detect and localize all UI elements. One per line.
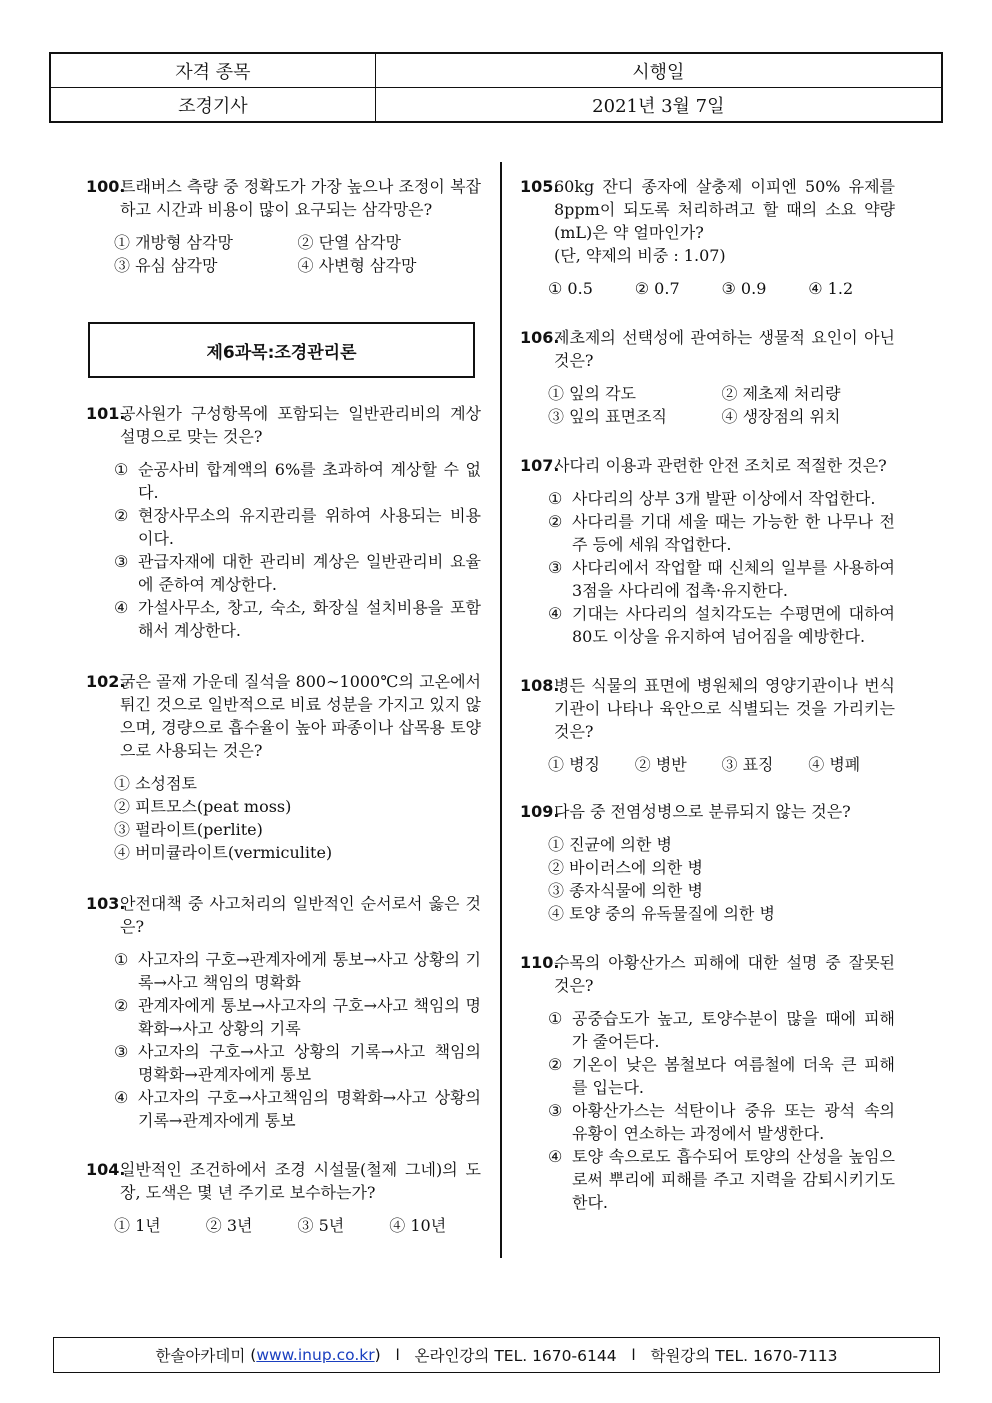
options <box>520 753 895 776</box>
option-1: ① 공중습도가 높고, 토양수분이 많을 때에 피해가 줄어든다. <box>548 1009 895 1051</box>
option-2: ② 현장사무소의 유지관리를 위하여 사용되는 비용이다. <box>114 506 481 548</box>
option-1: ① 1년 <box>114 1216 161 1235</box>
option-1: ① 병징 <box>548 755 600 774</box>
option-3: ③ 0.9 <box>721 279 767 298</box>
question-102 <box>86 670 481 864</box>
question-number: 104. <box>86 1160 126 1179</box>
options <box>86 1214 481 1237</box>
options <box>86 231 481 277</box>
header-cert-value: 조경기사 <box>50 88 375 123</box>
option-2: ② 기온이 낮은 봄철보다 여름철에 더욱 큰 피해를 입는다. <box>548 1055 895 1097</box>
options <box>520 833 895 925</box>
exam-header-table <box>49 52 943 123</box>
footer-bar: 한솔아카데미 ( www.inup.co.kr ) l 온라인강의 TEL. 1670-6144 l 학원강의 TEL. 1670-7113 <box>53 1337 940 1373</box>
question-104 <box>86 1158 481 1237</box>
question-110 <box>520 951 895 1214</box>
options <box>86 948 481 1132</box>
question-105 <box>520 175 895 300</box>
option-2: ② 단열 삼각망 <box>297 233 401 252</box>
option-3: ③ 잎의 표면조직 <box>548 407 667 426</box>
option-1: ① 소성점토 <box>114 774 197 793</box>
option-3: ③ 5년 <box>297 1216 345 1235</box>
question-number: 100. <box>86 177 126 196</box>
question-107 <box>520 454 895 648</box>
option-1: ① 사다리의 상부 3개 발판 이상에서 작업한다. <box>548 489 876 508</box>
option-1: ① 진균에 의한 병 <box>548 835 672 854</box>
question-stem: 공사원가 구성항목에 포함되는 일반관리비의 계상 설명으로 맞는 것은? <box>120 404 481 446</box>
header-date-value: 2021년 3월 7일 <box>375 88 942 123</box>
question-number: 102. <box>86 672 126 691</box>
option-3: ③ 펄라이트(perlite) <box>114 820 263 839</box>
question-106 <box>520 326 895 428</box>
question-number: 110. <box>520 953 560 972</box>
question-100 <box>86 175 481 277</box>
options <box>520 277 895 300</box>
option-1: ① 0.5 <box>548 279 593 298</box>
question-101 <box>86 402 481 642</box>
option-4: ④ 가설사무소, 창고, 숙소, 화장실 설치비용을 포함해서 계상한다. <box>114 598 481 640</box>
question-stem: 굵은 골재 가운데 질석을 800∼1000℃의 고온에서 튀긴 것으로 일반적으로 비료 성분을 가지고 있지 않으며, 경량으로 흡수율이 높아 파종이나 삽목용 토양으로 사용되는 것은? <box>120 672 481 760</box>
question-stem: 트래버스 측량 중 정확도가 가장 높으나 조정이 복잡하고 시간과 비용이 많이 요구되는 삼각망은? <box>120 177 481 219</box>
question-stem: 제초제의 선택성에 관여하는 생물적 요인이 아닌 것은? <box>554 328 895 370</box>
question-number: 106. <box>520 328 560 347</box>
question-stem: 수목의 아황산가스 피해에 대한 설명 중 잘못된 것은? <box>554 953 895 995</box>
option-2: ② 바이러스에 의한 병 <box>548 858 703 877</box>
option-3: ③ 유심 삼각망 <box>114 256 218 275</box>
question-103 <box>86 892 481 1132</box>
option-1: ① 사고자의 구호→관계자에게 통보→사고 상황의 기록→사고 책임의 명확화 <box>114 950 481 992</box>
header-date-label: 시행일 <box>375 53 942 88</box>
question-109 <box>520 800 895 925</box>
options <box>520 1007 895 1214</box>
option-1: ① 순공사비 합계액의 6%를 초과하여 계상할 수 없다. <box>114 460 481 502</box>
option-2: ② 사다리를 기대 세울 때는 가능한 한 나무나 전주 등에 세워 작업한다. <box>548 512 895 554</box>
question-stem: 안전대책 중 사고처리의 일반적인 순서로서 옳은 것은? <box>120 894 481 936</box>
option-2: ② 피트모스(peat moss) <box>114 797 292 816</box>
option-2: ② 병반 <box>634 755 687 774</box>
option-3: ③ 표징 <box>721 755 774 774</box>
question-number: 105. <box>520 177 560 196</box>
question-stem: 60kg 잔디 종자에 살충제 이피엔 50% 유제를 8ppm이 되도록 처리하려고 할 때의 소요 약량(mL)은 약 얼마인가? (단, 약제의 비중 : 1.07) <box>554 177 895 265</box>
footer-online-tel: 온라인강의 TEL. 1670-6144 <box>414 1347 617 1365</box>
option-4: ④ 생장점의 위치 <box>721 407 841 426</box>
option-1: ① 개방형 삼각망 <box>114 233 233 252</box>
subject-title-box <box>88 322 475 378</box>
option-4: ④ 사변형 삼각망 <box>297 256 417 275</box>
right-column <box>520 175 895 1214</box>
question-stem: 다음 중 전염성병으로 분류되지 않는 것은? <box>554 802 851 821</box>
option-1: ① 잎의 각도 <box>548 384 636 403</box>
option-2: ② 3년 <box>205 1216 253 1235</box>
option-4: ④ 사고자의 구호→사고책임의 명확화→사고 상황의 기록→관계자에게 통보 <box>114 1088 481 1130</box>
option-2: ② 0.7 <box>634 279 680 298</box>
option-3: ③ 사고자의 구호→사고 상황의 기록→사고 책임의 명확화→관계자에게 통보 <box>114 1042 481 1084</box>
options <box>520 487 895 648</box>
left-column <box>86 175 481 1237</box>
option-4: ④ 1.2 <box>808 279 854 298</box>
option-4: ④ 버미큘라이트(vermiculite) <box>114 843 333 862</box>
column-divider <box>500 162 502 1258</box>
option-4: ④ 기대는 사다리의 설치각도는 수평면에 대하여 80도 이상을 유지하여 넘어짐을 예방한다. <box>548 604 895 646</box>
question-number: 103. <box>86 894 126 913</box>
question-note: (단, 약제의 비중 : 1.07) <box>554 246 726 265</box>
header-cert-label: 자격 종목 <box>50 53 375 88</box>
footer-academy-tel: 학원강의 TEL. 1670-7113 <box>650 1347 838 1365</box>
option-2: ② 제초제 처리량 <box>721 384 841 403</box>
option-3: ③ 종자식물에 의한 병 <box>548 881 703 900</box>
footer-website-link[interactable]: www.inup.co.kr <box>256 1346 375 1364</box>
option-2: ② 관계자에게 통보→사고자의 구호→사고 책임의 명확화→사고 상황의 기록 <box>114 996 481 1038</box>
question-number: 109. <box>520 802 560 821</box>
option-3: ③ 아황산가스는 석탄이나 중유 또는 광석 속의 유황이 연소하는 과정에서 발생한다. <box>548 1101 895 1143</box>
option-4: ④ 병폐 <box>808 755 861 774</box>
option-4: ④ 10년 <box>389 1216 447 1235</box>
option-3: ③ 사다리에서 작업할 때 신체의 일부를 사용하여 3점을 사다리에 접촉·유지한다. <box>548 558 895 600</box>
footer-brand: 한솔아카데미 <box>155 1347 246 1365</box>
question-number: 101. <box>86 404 126 423</box>
options <box>520 382 895 428</box>
question-stem: 일반적인 조건하에서 조경 시설물(철제 그네)의 도장, 도색은 몇 년 주기로 보수하는가? <box>120 1160 481 1202</box>
option-3: ③ 관급자재에 대한 관리비 계상은 일반관리비 요율에 준하여 계상한다. <box>114 552 481 594</box>
footer-separator: l <box>631 1346 636 1364</box>
question-number: 107. <box>520 456 560 475</box>
option-4: ④ 토양 중의 유독물질에 의한 병 <box>548 904 775 923</box>
question-number: 108. <box>520 676 560 695</box>
options <box>86 458 481 642</box>
options <box>86 772 481 864</box>
option-4: ④ 토양 속으로도 흡수되어 토양의 산성을 높임으로써 뿌리에 피해를 주고 지력을 감퇴시키기도 한다. <box>548 1147 895 1212</box>
question-108 <box>520 674 895 776</box>
footer-separator: l <box>395 1346 400 1364</box>
question-stem: 병든 식물의 표면에 병원체의 영양기관이나 번식기관이 나타나 육안으로 식별되는 것을 가리키는 것은? <box>554 676 895 741</box>
question-stem: 사다리 이용과 관련한 안전 조치로 적절한 것은? <box>554 456 887 475</box>
subject-title: 제6과목:조경관리론 <box>206 342 357 363</box>
